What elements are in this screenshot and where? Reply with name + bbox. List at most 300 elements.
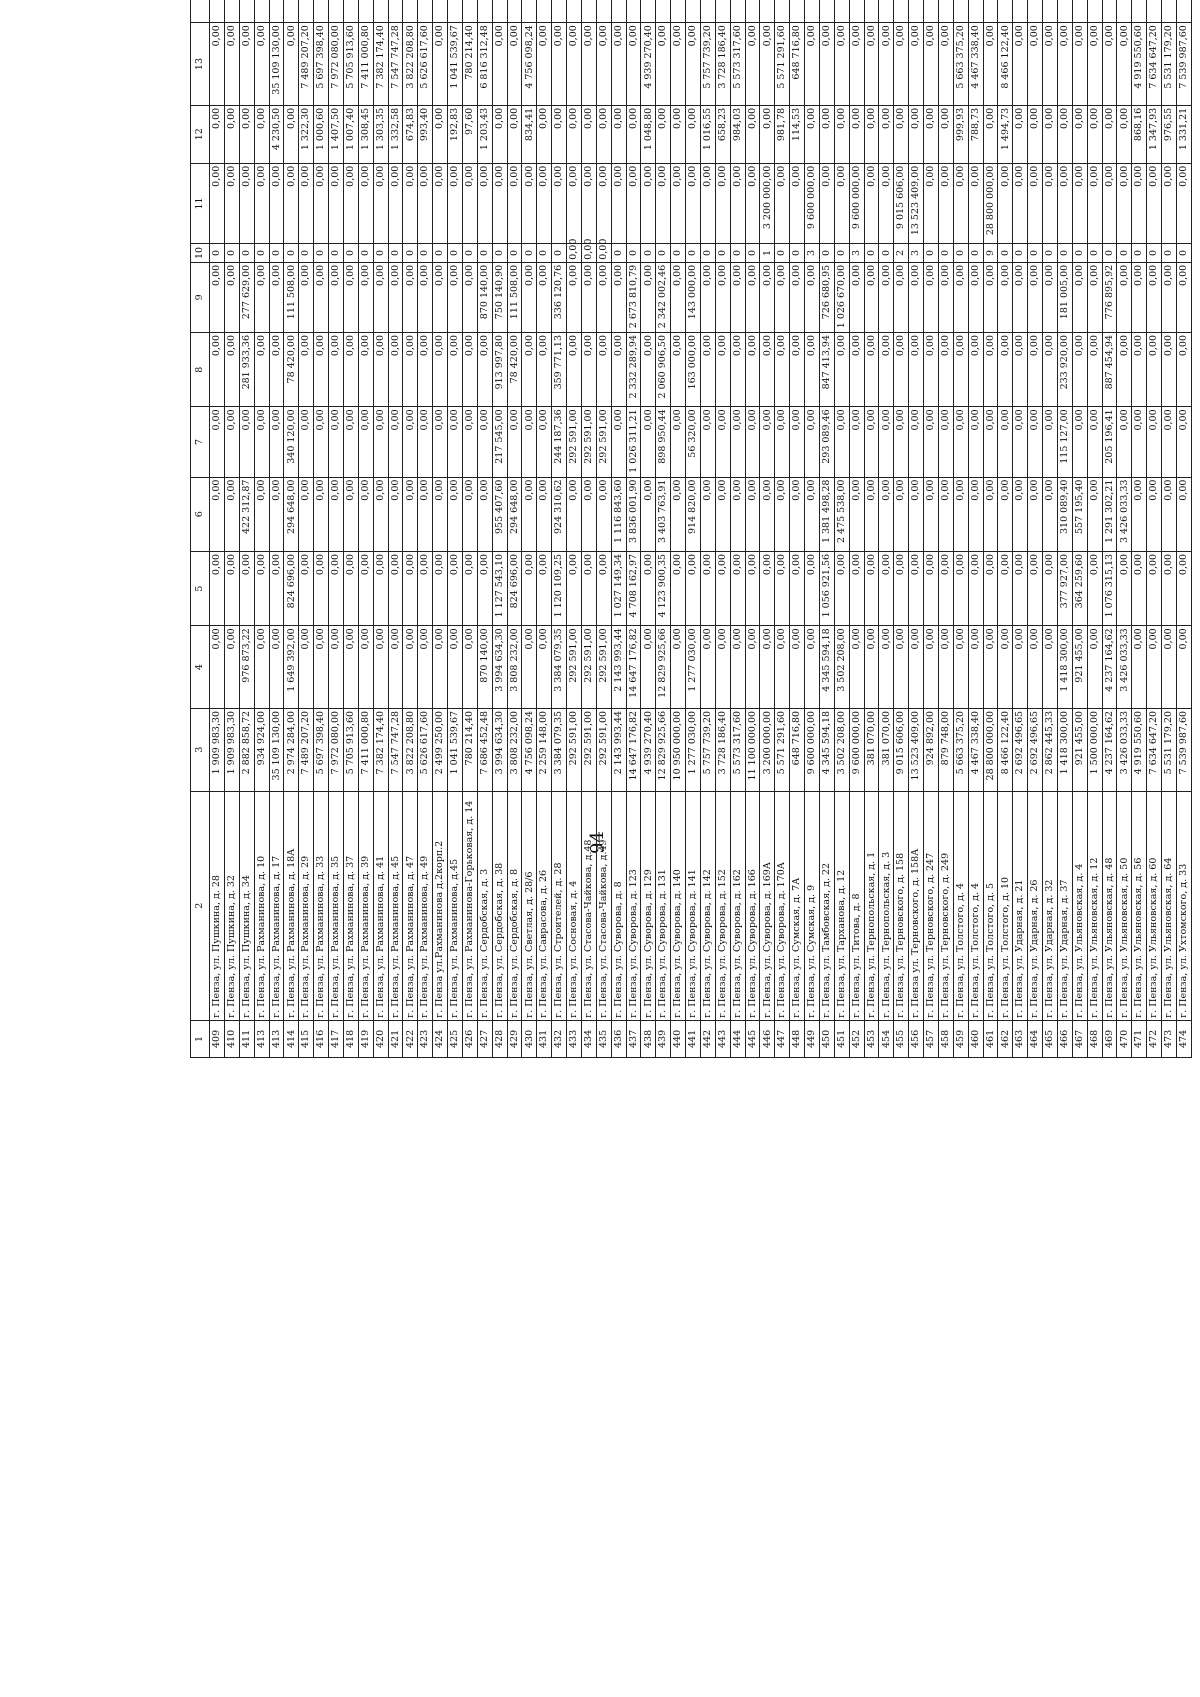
table-row [894, 0, 909, 1058]
table-cell: г. Пенза, ул. Суворова, д. 123 [626, 791, 641, 1020]
table-cell: 0,00 [1147, 333, 1162, 407]
table-cell: 0,00 [537, 163, 552, 244]
table-cell: 0,00 [924, 333, 939, 407]
table-row [522, 0, 537, 1058]
table-cell: 4 939 270,40 [641, 23, 656, 106]
table-cell: 3 822 208,80 [403, 708, 418, 791]
table-cell: 0,00 [611, 407, 626, 477]
table-cell: 474 [1176, 1020, 1191, 1057]
table-cell: 428 [492, 1020, 507, 1057]
table-cell: 0,00 [1072, 262, 1087, 332]
table-cell [329, 0, 344, 23]
table-cell: 0,00 [953, 477, 968, 551]
table-row [864, 0, 879, 1058]
table-cell: 0,00 [1162, 163, 1177, 244]
table-cell: 0,00 [775, 262, 790, 332]
table-cell: 292 591,00 [596, 708, 611, 791]
table-cell: г. Пенза, ул. Суворова, д. 140 [671, 791, 686, 1020]
table-cell [953, 0, 968, 23]
table-cell: 3 822 208,80 [403, 23, 418, 106]
table-cell [358, 0, 373, 23]
table-cell: 0,00 [433, 477, 448, 551]
table-cell: 292 591,00 [567, 407, 582, 477]
table-cell: 780 214,40 [462, 708, 477, 791]
table-cell: 1 332,58 [388, 105, 403, 163]
table-cell: 1 026 670,00 [834, 262, 849, 332]
table-cell: 0,00 [730, 477, 745, 551]
table-cell: 0,00 [462, 163, 477, 244]
table-cell: 0,00 [998, 262, 1013, 332]
table-cell: 4 345 594,18 [819, 626, 834, 709]
table-cell: 435 [596, 1020, 611, 1057]
table-cell: 0,00 [968, 333, 983, 407]
table-cell: 413 [269, 1020, 284, 1057]
table-cell: г. Пенза, ул. Рахманинова, д. 37 [343, 791, 358, 1020]
table-cell: 847 413,94 [819, 333, 834, 407]
table-cell: 0,00 [522, 262, 537, 332]
table-cell: 0,00 [834, 23, 849, 106]
table-cell: 441 [686, 1020, 701, 1057]
table-cell: 0,00 [567, 551, 582, 625]
table-row [938, 0, 953, 1058]
table-cell: 457 [924, 1020, 939, 1057]
table-cell: 1 007,40 [343, 105, 358, 163]
table-cell: 1 203,43 [477, 105, 492, 163]
table-cell [998, 0, 1013, 23]
table-cell: 0,00 [849, 551, 864, 625]
table-row [700, 0, 715, 1058]
table-cell: 0,00 [581, 551, 596, 625]
table-cell: г. Пенза, ул. Толстого, д. 10 [998, 791, 1013, 1020]
table-cell: 0,00 [998, 333, 1013, 407]
table-row [269, 0, 284, 1058]
table-cell: 0,00 [1132, 333, 1147, 407]
table-cell: 0,00 [284, 163, 299, 244]
table-cell: 921 455,00 [1072, 626, 1087, 709]
table-cell: г. Пенза, ул. Толстого, д. 5 [983, 791, 998, 1020]
table-cell: 450 [819, 1020, 834, 1057]
table-cell: 5 757 739,20 [700, 708, 715, 791]
table-cell: 470 [1117, 1020, 1132, 1057]
table-cell: 0,00 [864, 105, 879, 163]
table-cell: 9 600 000,00 [849, 708, 864, 791]
table-cell: 0,00 [299, 551, 314, 625]
table-cell: 658,23 [715, 105, 730, 163]
table-cell: 0 [210, 244, 225, 263]
table-cell: 0,00 [329, 626, 344, 709]
table-cell: 0,00 [909, 551, 924, 625]
table-cell: г. Пенза, ул. Ульяновская, д. 4 [1072, 791, 1087, 1020]
table-cell [611, 0, 626, 23]
table-cell: 868,16 [1132, 105, 1147, 163]
table-cell: 0,00 [1117, 23, 1132, 106]
table-row [299, 0, 314, 1058]
table-cell [1028, 0, 1043, 23]
table-cell: 3 [849, 244, 864, 263]
table-cell: 0,00 [448, 333, 463, 407]
table-cell: 0,00 [1057, 23, 1072, 106]
table-cell: 0,00 [953, 551, 968, 625]
table-cell: 0,00 [477, 333, 492, 407]
table-cell: 0,00 [938, 333, 953, 407]
table-cell [656, 0, 671, 23]
table-cell: 0,00 [343, 551, 358, 625]
table-cell: 443 [715, 1020, 730, 1057]
table-cell: 0,00 [1028, 262, 1043, 332]
table-cell: 0,00 [1087, 163, 1102, 244]
table-cell: 0,00 [938, 626, 953, 709]
table-cell: 0,00 [938, 551, 953, 625]
column-header: 3 [191, 708, 210, 791]
table-cell [373, 0, 388, 23]
table-cell: 0,00 [626, 23, 641, 106]
table-cell: 292 591,00 [596, 626, 611, 709]
table-cell: 3 [805, 244, 820, 263]
table-cell: 0,00 [894, 477, 909, 551]
table-cell: 0,00 [686, 23, 701, 106]
table-cell: 0,00 [790, 626, 805, 709]
table-cell: 0,00 [343, 407, 358, 477]
table-row [611, 0, 626, 1058]
table-cell: 0 [403, 244, 418, 263]
table-cell: 28 800 000,00 [983, 163, 998, 244]
table-cell: 924 310,62 [552, 477, 567, 551]
table-cell: 0,00 [269, 551, 284, 625]
table-cell: 9 600 000,00 [805, 708, 820, 791]
table-cell: 1 322,30 [299, 105, 314, 163]
table-cell: 0,00 [924, 105, 939, 163]
table-cell: 0,00 [1147, 163, 1162, 244]
table-cell: 0,00 [849, 105, 864, 163]
table-cell [626, 0, 641, 23]
table-cell: 409 [210, 1020, 225, 1057]
table-cell: 0,00 [269, 333, 284, 407]
table-cell: 870 140,00 [477, 262, 492, 332]
table-cell: 12 829 925,66 [656, 626, 671, 709]
table-cell: 0,00 [1043, 626, 1058, 709]
table-cell: 0,00 [254, 333, 269, 407]
table-cell: 0,00 [596, 105, 611, 163]
table-cell: 0,00 [210, 626, 225, 709]
table-cell: 0 [284, 244, 299, 263]
table-cell: 4 467 338,40 [968, 708, 983, 791]
table-cell: 0,00 [745, 23, 760, 106]
table-cell: 0,00 [210, 551, 225, 625]
table-row [403, 0, 418, 1058]
table-cell: г. Пенза, ул. Сумская, д. 9 [805, 791, 820, 1020]
table-cell: 420 [373, 1020, 388, 1057]
table-cell [671, 0, 686, 23]
table-cell: 0,00 [581, 105, 596, 163]
table-cell: 0,00 [819, 23, 834, 106]
table-cell: 0,00 [1176, 262, 1191, 332]
table-cell: 7 686 452,48 [477, 708, 492, 791]
table-cell: 0,00 [1176, 333, 1191, 407]
table-cell: 0,00 [537, 626, 552, 709]
table-cell [849, 0, 864, 23]
table-cell: г. Пенза, ул. Ухтомского, д. 33 [1176, 791, 1191, 1020]
table-cell: 143 000,00 [686, 262, 701, 332]
table-cell: 824 696,00 [507, 551, 522, 625]
table-cell: 5 573 317,60 [730, 23, 745, 106]
table-cell: 35 109 130,00 [269, 23, 284, 106]
table-cell [894, 0, 909, 23]
table-row [373, 0, 388, 1058]
table-cell: 0,00 [210, 105, 225, 163]
table-cell: 0,00 [448, 551, 463, 625]
table-cell: 0,00 [462, 626, 477, 709]
table-cell: 115 127,00 [1057, 407, 1072, 477]
table-cell [1132, 0, 1147, 23]
table-cell: 0,00 [1028, 105, 1043, 163]
table-row [329, 0, 344, 1058]
table-cell: 2 974 284,00 [284, 708, 299, 791]
table-row [745, 0, 760, 1058]
table-cell: 0,00 [968, 407, 983, 477]
table-cell: 9 [983, 244, 998, 263]
table-cell: 5 626 617,60 [418, 23, 433, 106]
table-cell: 3 200 000,00 [760, 708, 775, 791]
table-cell [314, 0, 329, 23]
table-cell: 472 [1147, 1020, 1162, 1057]
table-cell: 310 089,40 [1057, 477, 1072, 551]
table-cell: 0,00 [1087, 333, 1102, 407]
table-cell: 0,00 [1043, 333, 1058, 407]
table-cell: 0,00 [879, 23, 894, 106]
table-cell: 2 342 002,46 [656, 262, 671, 332]
table-cell: г. Пенза, ул. Рахманинова-Горьковая, д. 14 [462, 791, 477, 1020]
table-cell: 7 634 647,20 [1147, 23, 1162, 106]
table-cell: 1 381 498,28 [819, 477, 834, 551]
table-cell: 0,00 [537, 262, 552, 332]
table-cell: 423 [418, 1020, 433, 1057]
table-cell: 0,00 [239, 407, 254, 477]
table-cell: г. Пенза, ул. Суворова, д. 166 [745, 791, 760, 1020]
table-cell: 1 494,73 [998, 105, 1013, 163]
table-cell: 0,00 [210, 23, 225, 106]
table-cell [1072, 0, 1087, 23]
table-cell: 422 312,87 [239, 477, 254, 551]
table-cell: 473 [1162, 1020, 1177, 1057]
table-cell: 0,00 [849, 23, 864, 106]
table-cell: 0,00 [567, 23, 582, 106]
table-cell: 0 [819, 244, 834, 263]
table-cell: 0,00 [239, 23, 254, 106]
table-cell: 0,00 [849, 477, 864, 551]
table-cell [1057, 0, 1072, 23]
table-cell: 0,00 [596, 333, 611, 407]
table-cell: 0,00 [596, 163, 611, 244]
table-cell: 1 016,55 [700, 105, 715, 163]
table-cell: 1 407,50 [329, 105, 344, 163]
table-row [492, 0, 507, 1058]
table-cell: 8 466 122,40 [998, 708, 1013, 791]
table-cell: 0,00 [1117, 333, 1132, 407]
table-cell: 469 [1102, 1020, 1117, 1057]
table-cell: 381 070,00 [879, 708, 894, 791]
table-cell: 0,00 [314, 163, 329, 244]
table-cell: 0,00 [581, 163, 596, 244]
table-cell: 460 [968, 1020, 983, 1057]
table-cell: 0,00 [522, 626, 537, 709]
table-cell [745, 0, 760, 23]
table-cell: 0,00 [790, 551, 805, 625]
table-cell: 0,00 [239, 105, 254, 163]
table-cell: 97,60 [462, 105, 477, 163]
table-cell: 0,00 [448, 163, 463, 244]
table-cell: 431 [537, 1020, 552, 1057]
table-cell: 0,00 [790, 477, 805, 551]
table-cell: г. Пенза, ул. Суворова, д. 142 [700, 791, 715, 1020]
table-cell: 0,00 [462, 262, 477, 332]
table-cell: 0,00 [1162, 262, 1177, 332]
table-cell: 0,00 [894, 105, 909, 163]
table-cell: 0,00 [1072, 407, 1087, 477]
table-cell: 0 [358, 244, 373, 263]
table-row [641, 0, 656, 1058]
table-cell: 993,40 [418, 105, 433, 163]
table-cell: 0,00 [1176, 626, 1191, 709]
table-cell: 0,00 [567, 262, 582, 332]
table-cell: г. Пенза, ул. Рахманинова, д. 33 [314, 791, 329, 1020]
table-cell: 0,00 [343, 333, 358, 407]
table-cell: 0,00 [210, 333, 225, 407]
table-cell: 0,00 [760, 333, 775, 407]
table-cell: 1 041 539,67 [448, 708, 463, 791]
table-cell: 0,00 [819, 163, 834, 244]
table-cell: 0,00 [507, 23, 522, 106]
table-cell: 0,00 [1132, 163, 1147, 244]
rotated-table-frame [190, 25, 1192, 1662]
table-row [626, 0, 641, 1058]
table-cell: 0 [626, 244, 641, 263]
table-cell: 451 [834, 1020, 849, 1057]
table-cell [403, 0, 418, 23]
table-cell: 413 [254, 1020, 269, 1057]
page-number: 94 [586, 831, 608, 854]
table-cell: 0,00 [879, 407, 894, 477]
column-header: 1 [191, 1020, 210, 1057]
table-cell: 0,00 [373, 626, 388, 709]
table-cell: 0,00 [715, 477, 730, 551]
table-cell: 976,55 [1162, 105, 1177, 163]
table-cell: 0,00 [1087, 262, 1102, 332]
table-cell: 0,00 [581, 477, 596, 551]
table-cell: 0,00 [879, 163, 894, 244]
table-row [819, 0, 834, 1058]
table-cell: 0,00 [1176, 551, 1191, 625]
table-cell: 0,00 [879, 105, 894, 163]
table-cell: 7 411 000,80 [358, 23, 373, 106]
table-cell: 0,00 [254, 262, 269, 332]
table-cell: 0,00 [879, 477, 894, 551]
table-cell: 0,00 [790, 407, 805, 477]
table-row [1147, 0, 1162, 1058]
table-row [314, 0, 329, 1058]
table-cell: 14 647 176,82 [626, 626, 641, 709]
table-cell: г. Пенза, ул. Строителей, д. 28 [552, 791, 567, 1020]
table-cell: г. Пенза, ул. Рахманинова, д. 17 [269, 791, 284, 1020]
table-cell: 0,00 [730, 551, 745, 625]
table-cell: 921 455,00 [1072, 708, 1087, 791]
table-cell: 415 [299, 1020, 314, 1057]
table-cell: 359 771,13 [552, 333, 567, 407]
table-row [849, 0, 864, 1058]
table-cell: 0 [938, 244, 953, 263]
table-cell: 0 [552, 244, 567, 263]
table-row [462, 0, 477, 1058]
table-cell: 0,00 [671, 626, 686, 709]
table-cell: 0,00 [329, 551, 344, 625]
table-cell: 0,00 [894, 23, 909, 106]
table-row [909, 0, 924, 1058]
table-row [284, 0, 299, 1058]
table-cell: 1 277 030,00 [686, 708, 701, 791]
table-cell: г. Пенза, ул. Рахманинова, д. 18А [284, 791, 299, 1020]
table-cell: 0,00 [403, 262, 418, 332]
table-cell: 0,00 [938, 23, 953, 106]
table-cell: 377 927,00 [1057, 551, 1072, 625]
table-cell: 7 547 747,28 [388, 708, 403, 791]
table-cell: 12 829 925,66 [656, 708, 671, 791]
table-cell: 0,00 [1147, 407, 1162, 477]
register-table [190, 0, 1192, 1058]
table-cell: 3 808 232,00 [507, 708, 522, 791]
table-cell: 4 756 098,24 [522, 23, 537, 106]
table-cell: 1 048,80 [641, 105, 656, 163]
table-cell: 0,00 [1147, 477, 1162, 551]
table-cell: 0,00 [477, 551, 492, 625]
table-cell [879, 0, 894, 23]
table-cell: 1 120 109,25 [552, 551, 567, 625]
table-cell: 3 728 186,40 [715, 23, 730, 106]
table-cell [299, 0, 314, 23]
table-cell: 293 089,46 [819, 407, 834, 477]
table-cell: 9 015 606,00 [894, 708, 909, 791]
table-cell: 0,00 [403, 551, 418, 625]
table-cell: 7 489 207,20 [299, 23, 314, 106]
table-cell: 0,00 [418, 477, 433, 551]
table-cell: 648 716,80 [790, 23, 805, 106]
table-cell: 0,00 [805, 262, 820, 332]
table-cell: 1 116 843,60 [611, 477, 626, 551]
table-cell: 0,00 [611, 163, 626, 244]
table-cell: 454 [879, 1020, 894, 1057]
table-row [805, 0, 820, 1058]
table-cell: 0,00 [537, 333, 552, 407]
table-cell: 0,00 [1132, 262, 1147, 332]
table-cell: 0,00 [388, 163, 403, 244]
table-cell: 1 291 302,21 [1102, 477, 1117, 551]
table-cell: 292 591,00 [596, 407, 611, 477]
table-cell: 1 [760, 244, 775, 263]
table-row [1132, 0, 1147, 1058]
table-cell: 1 418 300,00 [1057, 626, 1072, 709]
table-cell: 0,00 [477, 477, 492, 551]
table-cell: 9 600 000,00 [805, 163, 820, 244]
table-cell: 0,00 [314, 333, 329, 407]
table-cell: 2 [894, 244, 909, 263]
table-cell: 0,00 [403, 163, 418, 244]
table-cell: 0,00 [819, 105, 834, 163]
table-cell: 3 502 208,00 [834, 626, 849, 709]
table-cell: 0,00 [805, 477, 820, 551]
table-cell: 0,00 [254, 105, 269, 163]
table-cell: 0,00 [418, 262, 433, 332]
table-cell: 446 [760, 1020, 775, 1057]
table-cell: 0,00 [448, 262, 463, 332]
table-cell: 0,00 [909, 407, 924, 477]
